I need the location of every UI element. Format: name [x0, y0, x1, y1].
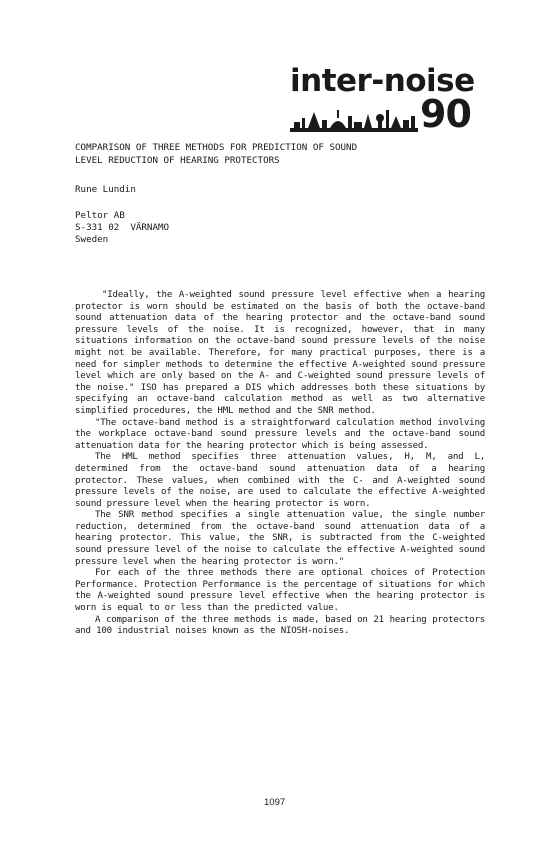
affiliation-line: Sweden — [75, 234, 109, 246]
title-line: LEVEL REDUCTION OF HEARING PROTECTORS — [75, 154, 280, 166]
body-paragraph: The HML method specifies three attenuation values, H, M, and L, determined from the octave-band sound attenuation data of a hearing protector. These values, when combined with the C- and A-weighted sound pressure levels of the noise, are used to calculate the effective A-weighted sound pressure level when the hearing protector is worn. — [75, 452, 485, 509]
page-number: 1097 — [264, 797, 286, 808]
body-paragraph: A comparison of the three methods is made, based on 21 hearing protectors and 100 industrial noises known as the NIOSH-noises. — [75, 614, 485, 637]
paper-title — [75, 142, 475, 167]
conference-logo — [284, 63, 484, 136]
logo-year: 90 — [420, 92, 471, 136]
affiliation-line: Peltor AB — [75, 210, 125, 221]
body-paragraph: The SNR method specifies a single attenuation value, the single number reduction, determined from the octave-band sound attenuation data of a hearing protector. This value, the SNR, is subtracted from the C-weighted sound pressure level of the noise to calculate the effective A-weighted sound pressure level when the hearing protector is worn." — [75, 510, 485, 567]
paper-body — [75, 290, 485, 638]
body-paragraph: "Ideally, the A-weighted sound pressure level effective when a hearing protector is worn should be estimated on the basis of both the octave-band sound attenuation data of the hearing protector and the octave-band sound pressure levels of the noise. It is recognized, however, that in many situations information on the octave-band sound pressure levels of the noise might not be available. Therefore, for many practical purposes, there is a need for simpler methods to determine the effective A-weighted sound pressure level which are only based on the A- and C-weighted sound pressure levels of the noise." ISO has prepared a DIS which addresses both these situations by specifying an octave-band calculation method as well as two alternative simplified procedures, the HML method and the SNR method. — [75, 290, 485, 416]
body-paragraph: "The octave-band method is a straightforward calculation method involving the workplace octave-band sound pressure levels and the octave-band sound attenuation data for the hearing protector which is being assessed. — [75, 417, 485, 451]
body-paragraph: For each of the three methods there are optional choices of Protection Performance. Protection Performance is the percentage of situations for which the A-weighted sound pressure level effective when the hearing protector is worn is equal to or less than the predicted value. — [75, 568, 485, 614]
author-name: Rune Lundin — [75, 184, 136, 195]
skyline-icon — [290, 104, 418, 132]
author-affiliation — [75, 210, 169, 247]
logo-wordmark: inter-noise — [290, 63, 475, 99]
title-line: COMPARISON OF THREE METHODS FOR PREDICTION OF SOUND — [75, 142, 358, 153]
affiliation-line: S-331 02 VÄRNAMO — [75, 222, 170, 234]
